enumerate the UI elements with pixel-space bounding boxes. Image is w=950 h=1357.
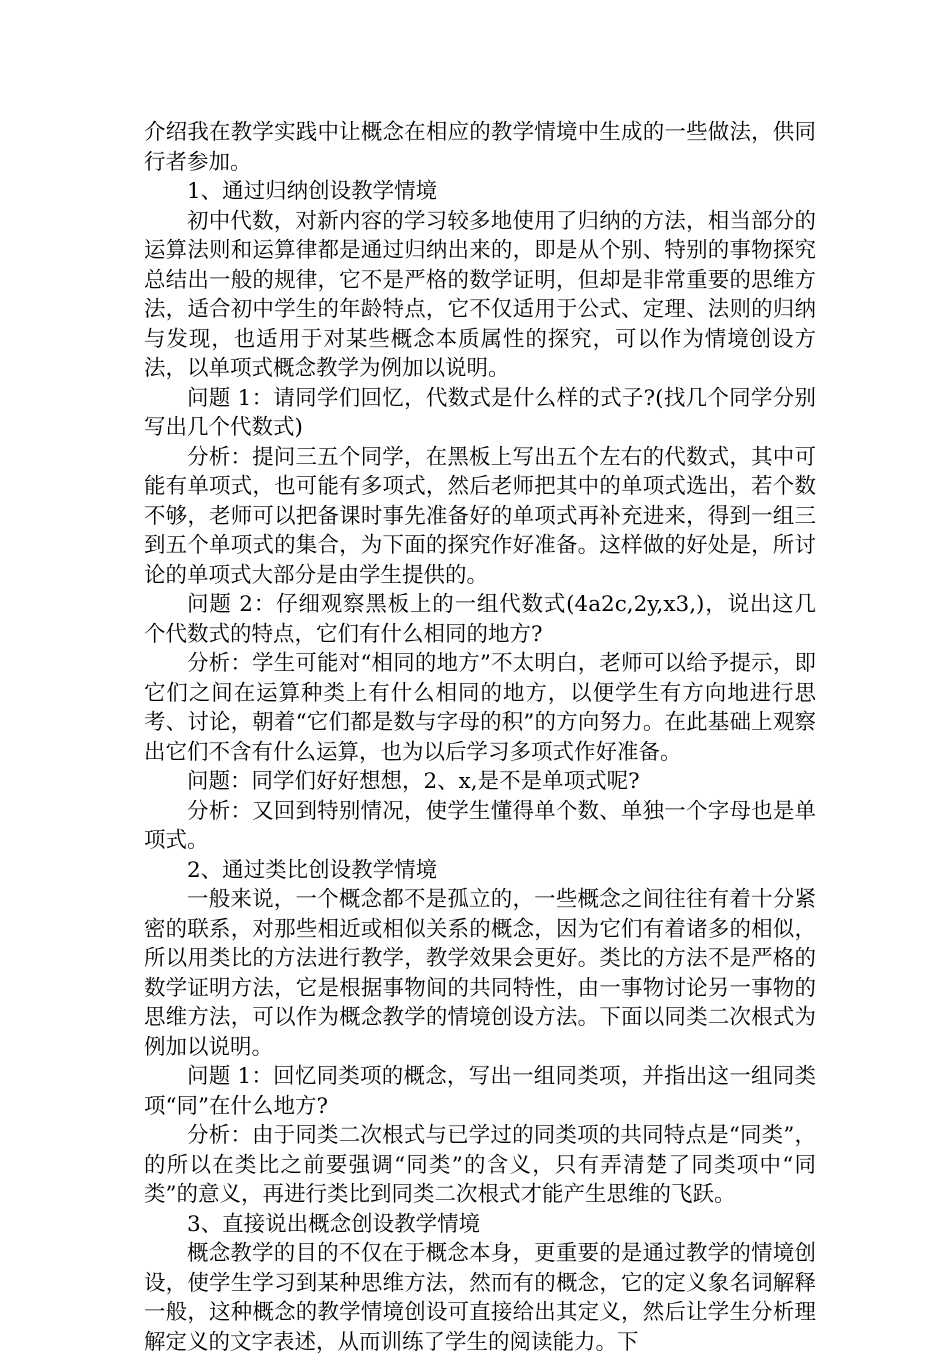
section-heading-2: 2、通过类比创设教学情境 [187, 857, 438, 883]
section-heading-1: 1、通过归纳创设教学情境 [187, 179, 438, 204]
question-paragraph: 问题 1：回忆同类项的概念，写出一组同类项，并指出这一组同类项“同”在什么地方? [144, 1064, 816, 1119]
section-heading-3: 3、直接说出概念创设教学情境 [187, 1211, 481, 1237]
analysis-paragraph: 分析：学生可能对“相同的地方”不太明白，老师可以给予提示，即它们之间在运算种类上有什么相同的地方，以便学生有方向地进行思考、讨论，朝着“它们都是数与字母的积”的方向努力。在此基础上观察出它们不含有什么运算，也为以后学习多项式作好准备。 [144, 651, 816, 765]
intro-paragraph: 介绍我在教学实践中让概念在相应的教学情境中生成的一些做法，供同行者参加。 [144, 120, 816, 175]
analysis-paragraph: 分析：又回到特别情况，使学生懂得单个数、单独一个字母也是单项式。 [144, 798, 816, 853]
document-page [144, 118, 816, 1357]
body-paragraph: 初中代数，对新内容的学习较多地使用了归纳的方法，相当部分的运算法则和运算律都是通过归纳出来的，即是从个别、特别的事物探究总结出一般的规律，它不是严格的数学证明，但却是非常重要的思维方法，适合初中学生的年龄特点，它不仅适用于公式、定理、法则的归纳与发现，也适用于对某些概念本质属性的探究，可以作为情境创设方法，以单项式概念教学为例加以说明。 [144, 208, 816, 381]
analysis-paragraph: 分析：由于同类二次根式与已学过的同类项的共同特点是“同类”，的所以在类比之前要强调“同类”的含义，只有弄清楚了同类项中“同类”的意义，再进行类比到同类二次根式才能产生思维的飞跃。 [144, 1123, 816, 1207]
question-paragraph: 问题 1：请同学们回忆，代数式是什么样的式子?(找几个同学分别写出几个代数式) [144, 385, 816, 440]
analysis-paragraph: 分析：提问三五个同学，在黑板上写出五个左右的代数式，其中可能有单项式，也可能有多项式，然后老师把其中的单项式选出，若个数不够，老师可以把备课时事先准备好的单项式再补充进来，得到一组三到五个单项式的集合，为下面的探究作好准备。这样做的好处是，所讨论的单项式大部分是由学生提供的。 [144, 444, 816, 588]
body-paragraph: 一般来说，一个概念都不是孤立的，一些概念之间往往有着十分紧密的联系，对那些相近或相似关系的概念，因为它们有着诸多的相似，所以用类比的方法进行教学，教学效果会更好。类比的方法不是严格的数学证明方法，它是根据事物间的共同特性，由一事物讨论另一事物的思维方法，可以作为概念教学的情境创设方法。下面以同类二次根式为例加以说明。 [144, 887, 816, 1060]
question-paragraph: 问题：同学们好好想想，2、x,是不是单项式呢? [187, 769, 640, 794]
body-paragraph: 概念教学的目的不仅在于概念本身，更重要的是通过教学的情境创设，使学生学习到某种思维方法，然而有的概念，它的定义象名词解释一般，这种概念的教学情境创设可直接给出其定义，然后让学生分析理解定义的文字表述，从而训练了学生的阅读能力。下 [144, 1241, 816, 1355]
question-paragraph: 问题 2：仔细观察黑板上的一组代数式(4a2c,2y,x3,)，说出这几个代数式的特点，它们有什么相同的地方? [144, 592, 816, 647]
